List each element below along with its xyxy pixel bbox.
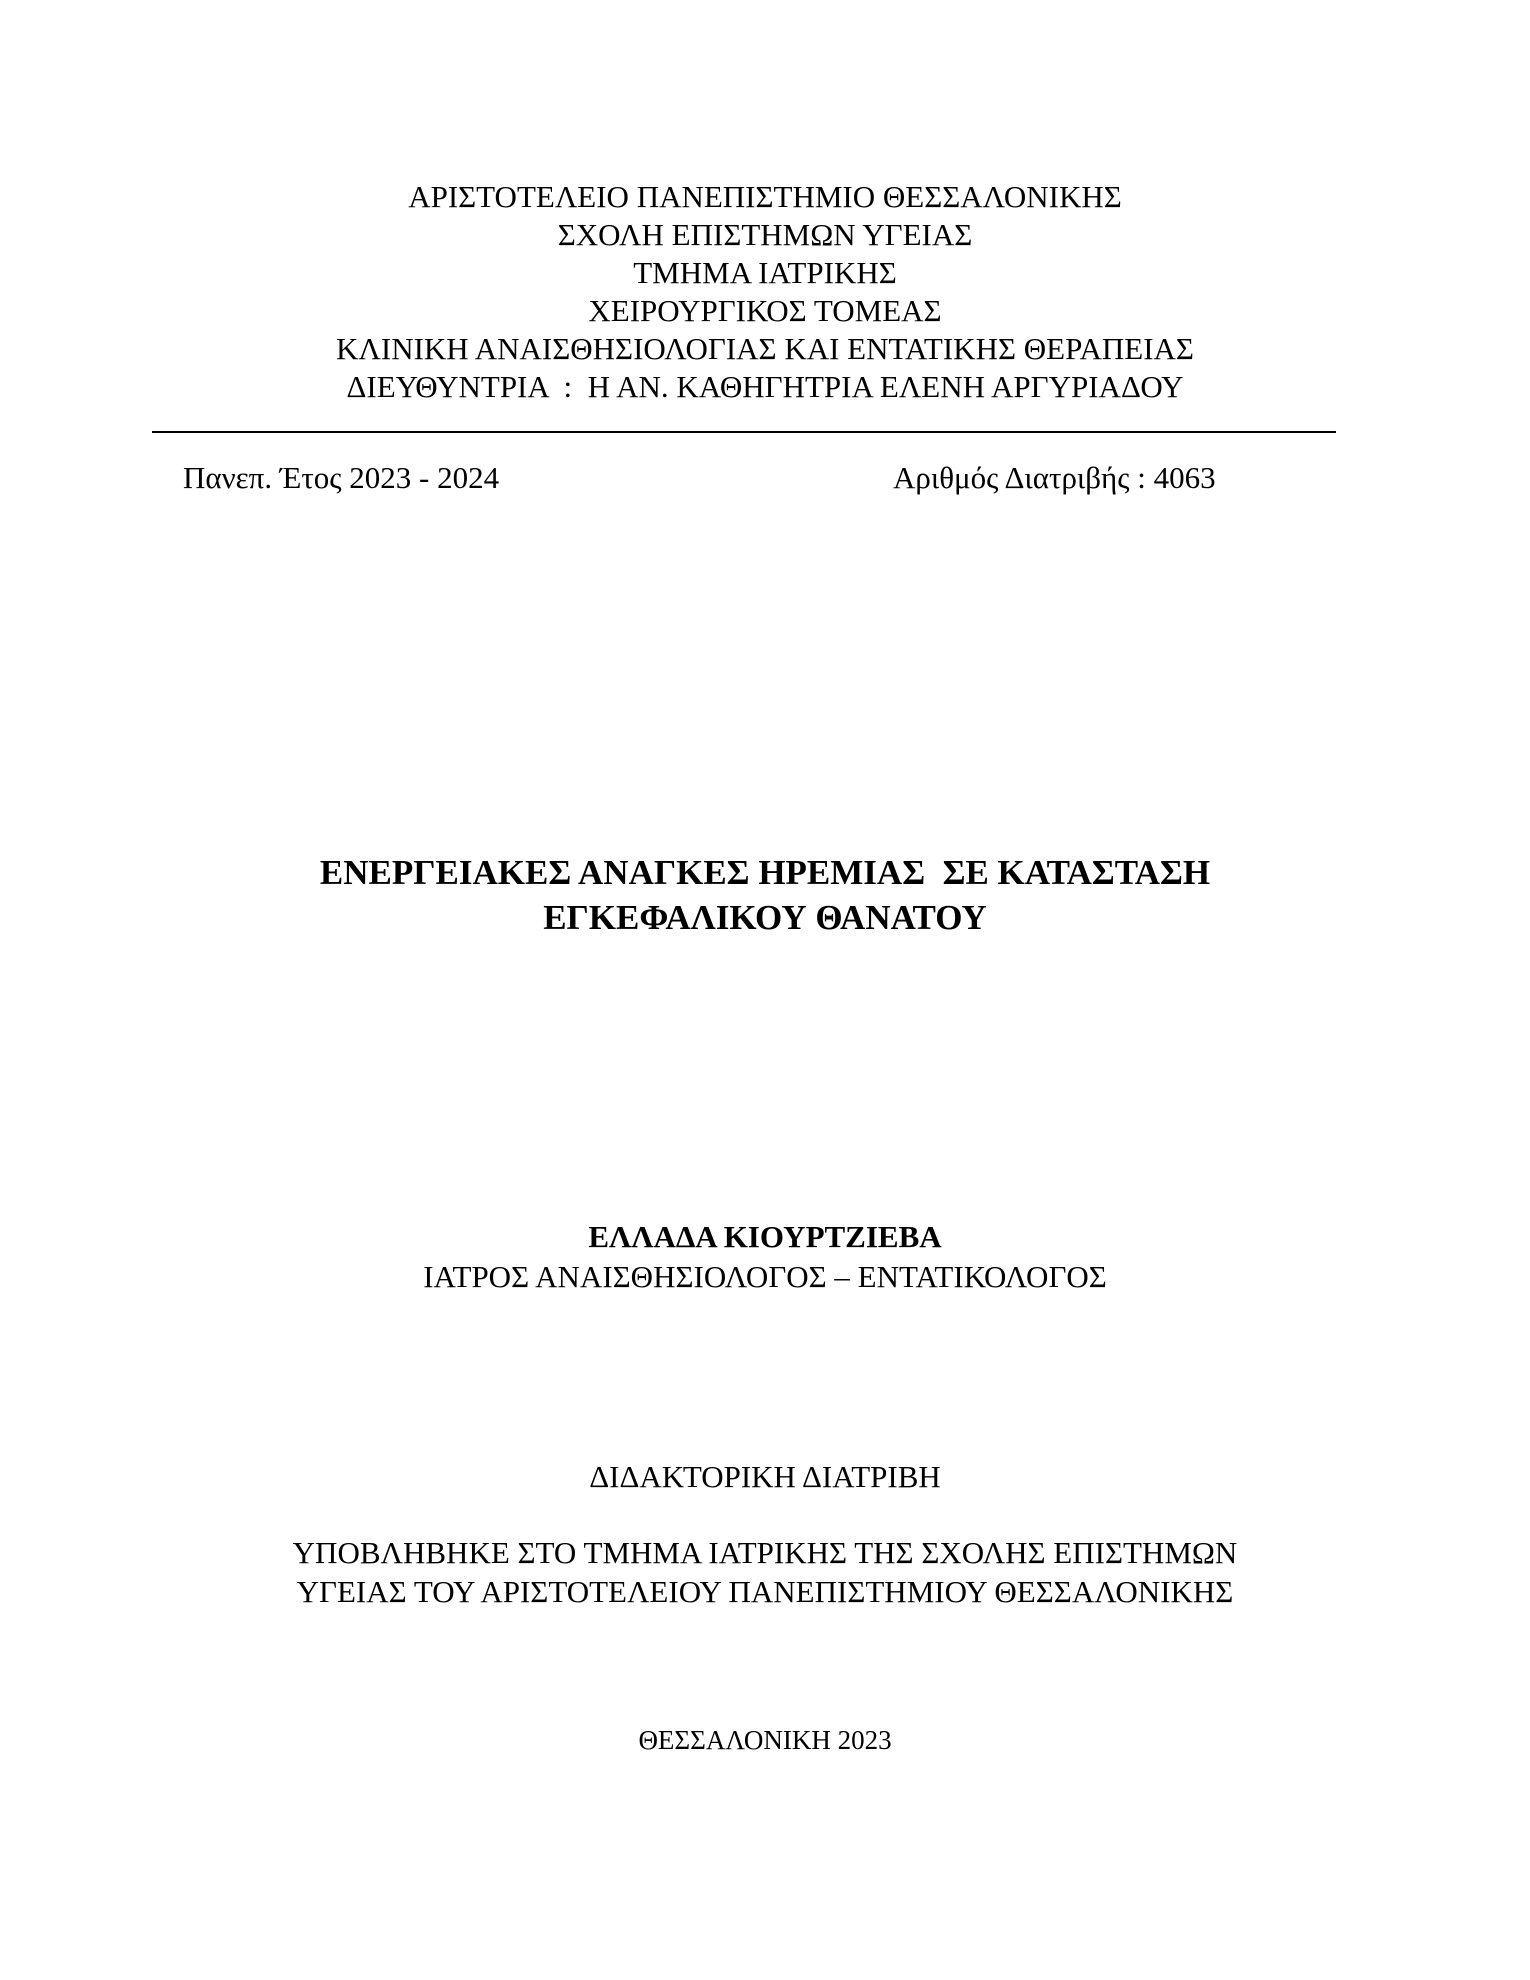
director-line: ΔΙΕΥΘΥΝΤΡΙΑ : Η ΑΝ. ΚΑΘΗΓΗΤΡΙΑ ΕΛΕΝΗ ΑΡΓΥΡΙΑΔΟΥ	[346, 369, 1184, 404]
submission-line-2: ΥΓΕΙΑΣ ΤΟΥ ΑΡΙΣΤΟΤΕΛΕΙΟΥ ΠΑΝΕΠΙΣΤΗΜΙΟΥ ΘΕΣΣΑΛΟΝΙΚΗΣ	[296, 1574, 1234, 1609]
academic-year: Πανεπ. Έτος 2023 - 2024	[183, 460, 500, 495]
institution-header	[0, 178, 1530, 406]
thesis-number: Αριθμός Διατριβής : 4063	[893, 460, 1216, 495]
author-block	[0, 1217, 1530, 1297]
school-name: ΣΧΟΛΗ ΕΠΙΣΤΗΜΩΝ ΥΓΕΙΑΣ	[557, 217, 973, 252]
thesis-type: ΔΙΔΑΚΤΟΡΙΚΗ ΔΙΑΤΡΙΒΗ	[589, 1459, 941, 1494]
university-name: ΑΡΙΣΤΟΤΕΛΕΙΟ ΠΑΝΕΠΙΣΤΗΜΙΟ ΘΕΣΣΑΛΟΝΙΚΗΣ	[408, 179, 1122, 214]
header-divider	[152, 431, 1336, 433]
department-name: ΤΜΗΜΑ ΙΑΤΡΙΚΗΣ	[633, 255, 897, 290]
clinic-name: ΚΛΙΝΙΚΗ ΑΝΑΙΣΘΗΣΙΟΛΟΓΙΑΣ ΚΑΙ ΕΝΤΑΤΙΚΗΣ ΘΕΡΑΠΕΙΑΣ	[336, 331, 1194, 366]
thesis-title-line-2: ΕΓΚΕΦΑΛΙΚΟΥ ΘΑΝΑΤΟΥ	[543, 898, 987, 937]
author-name: ΕΛΛΑΔΑ ΚΙΟΥΡΤΖΙΕΒΑ	[588, 1219, 942, 1254]
thesis-title	[0, 850, 1530, 940]
thesis-title-line-1: ΕΝΕΡΓΕΙΑΚΕΣ ΑΝΑΓΚΕΣ ΗΡΕΜΙΑΣ ΣΕ ΚΑΤΑΣΤΑΣΗ	[319, 853, 1211, 892]
city-year: ΘΕΣΣΑΛΟΝΙΚΗ 2023	[638, 1725, 892, 1755]
author-role: ΙΑΤΡΟΣ ΑΝΑΙΣΘΗΣΙΟΛΟΓΟΣ – ΕΝΤΑΤΙΚΟΛΟΓΟΣ	[423, 1259, 1107, 1294]
submission-line-1: ΥΠΟΒΛΗΒΗΚΕ ΣΤΟ ΤΜΗΜΑ ΙΑΤΡΙΚΗΣ ΤΗΣ ΣΧΟΛΗΣ ΕΠΙΣΤΗΜΩΝ	[292, 1535, 1238, 1570]
submission-statement	[0, 1533, 1530, 1611]
sector-name: ΧΕΙΡΟΥΡΓΙΚΟΣ ΤΟΜΕΑΣ	[588, 293, 942, 328]
